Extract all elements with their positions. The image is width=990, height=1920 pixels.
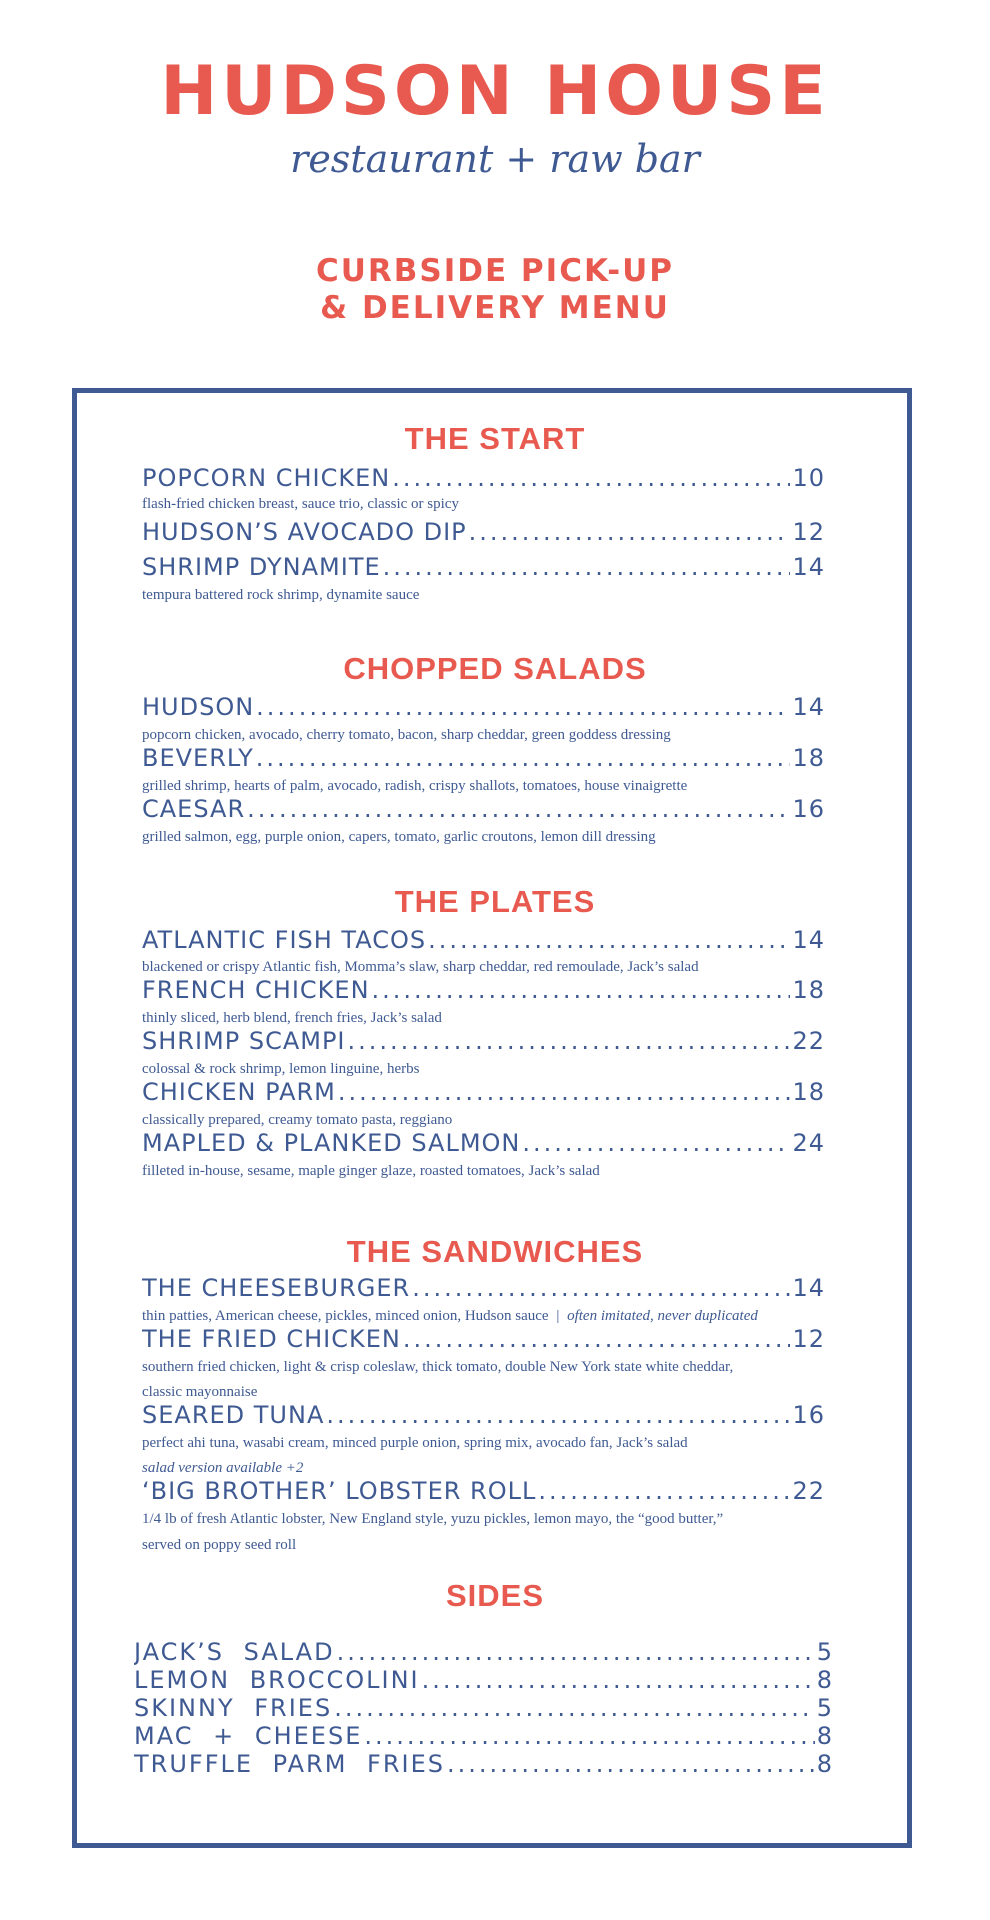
menu-item-fish-tacos — [142, 925, 825, 955]
item-note: often imitated, never duplicated — [567, 1308, 758, 1324]
item-description: grilled salmon, egg, purple onion, capers, tomato, garlic croutons, lemon dill dressing — [142, 829, 656, 845]
item-name: MAPLED & PLANKED SALMON — [142, 1129, 521, 1157]
menu-item-seared-tuna — [142, 1400, 825, 1430]
item-price: 10 — [792, 464, 825, 492]
dot-leader — [383, 552, 791, 582]
item-price: 16 — [792, 1401, 825, 1429]
dot-leader — [412, 1273, 790, 1303]
item-price: 8 — [816, 1750, 834, 1778]
item-name: TRUFFLE PARM FRIES — [134, 1750, 445, 1778]
item-description: southern fried chicken, light & crisp coleslaw, thick tomato, double New York state white cheddar, — [142, 1359, 734, 1375]
item-description-text: thin patties, American cheese, pickles, minced onion, Hudson sauce — [142, 1308, 549, 1324]
menu-item-french-chicken — [142, 975, 825, 1005]
item-description: tempura battered rock shrimp, dynamite sauce — [142, 587, 420, 603]
item-description: flash-fried chicken breast, sauce trio, classic or spicy — [142, 496, 459, 512]
menu-item-planked-salmon — [142, 1128, 825, 1158]
menu-title-line-1: CURBSIDE PICK-UP — [315, 253, 675, 289]
item-description: filleted in-house, sesame, maple ginger glaze, roasted tomatoes, Jack’s salad — [142, 1163, 600, 1179]
menu-item-beverly-salad — [142, 743, 825, 773]
menu-item-cheeseburger — [142, 1273, 825, 1303]
item-description-continued: served on poppy seed roll — [142, 1537, 297, 1553]
item-name: SHRIMP SCAMPI — [142, 1027, 346, 1055]
side-item-truffle-parm-fries — [134, 1750, 834, 1778]
item-name: THE FRIED CHICKEN — [142, 1325, 401, 1353]
dot-leader — [364, 1722, 814, 1750]
menu-title-line-2: & DELIVERY MENU — [320, 290, 670, 326]
restaurant-name: HUDSON HOUSE — [160, 52, 830, 131]
dot-leader — [522, 1128, 790, 1158]
side-item-jacks-salad — [134, 1638, 834, 1666]
dot-leader — [334, 1694, 815, 1722]
item-name: BEVERLY — [142, 744, 254, 772]
item-price: 14 — [792, 693, 825, 721]
menu-item-chicken-parm — [142, 1077, 825, 1107]
item-note-text: salad version available +2 — [142, 1460, 304, 1476]
item-price: 18 — [792, 1078, 825, 1106]
item-name: HUDSON’S AVOCADO DIP — [142, 518, 467, 546]
menu-item-hudson-salad — [142, 692, 825, 722]
item-name: JACK’S SALAD — [134, 1638, 335, 1666]
item-description: grilled shrimp, hearts of palm, avocado, radish, crispy shallots, tomatoes, house vinaigrette — [142, 778, 688, 794]
side-item-skinny-fries — [134, 1694, 834, 1722]
item-description: colossal & rock shrimp, lemon linguine, herbs — [142, 1061, 420, 1077]
dot-leader — [469, 517, 791, 547]
section-heading-plates: THE PLATES — [394, 884, 596, 919]
menu-item-caesar-salad — [142, 794, 825, 824]
dot-leader — [348, 1026, 791, 1056]
side-item-mac-cheese — [134, 1722, 834, 1750]
item-name: MAC + CHEESE — [134, 1722, 363, 1750]
item-price: 5 — [816, 1694, 834, 1722]
dot-leader — [256, 692, 790, 722]
item-name: SHRIMP DYNAMITE — [142, 553, 381, 581]
menu-title — [0, 253, 990, 327]
menu-item-shrimp-dynamite — [142, 552, 825, 582]
item-description: thinly sliced, herb blend, french fries, Jack’s salad — [142, 1010, 442, 1026]
dot-leader — [326, 1400, 790, 1430]
menu-item-avocado-dip — [142, 517, 825, 547]
dot-leader — [422, 1666, 815, 1694]
item-price: 8 — [816, 1722, 834, 1750]
item-name: CHICKEN PARM — [142, 1078, 336, 1106]
dot-leader — [337, 1638, 815, 1666]
item-name: SKINNY FRIES — [134, 1694, 333, 1722]
dot-leader — [392, 463, 790, 493]
restaurant-tagline: restaurant + raw bar — [290, 137, 700, 181]
item-name: FRENCH CHICKEN — [142, 976, 370, 1004]
item-name: HUDSON — [142, 693, 255, 721]
item-description: perfect ahi tuna, wasabi cream, minced purple onion, spring mix, avocado fan, Jack’s salad — [142, 1435, 688, 1451]
item-price: 12 — [792, 518, 825, 546]
section-heading-start: THE START — [404, 421, 586, 456]
description-separator: | — [556, 1308, 560, 1324]
item-name: THE CHEESEBURGER — [142, 1274, 411, 1302]
dot-leader — [338, 1077, 791, 1107]
item-description: blackened or crispy Atlantic fish, Momma’s slaw, sharp cheddar, red remoulade, Jack’s salad — [142, 959, 699, 975]
item-name: ‘BIG BROTHER’ LOBSTER ROLL — [142, 1477, 537, 1505]
item-price: 14 — [792, 1274, 825, 1302]
item-price: 8 — [816, 1666, 834, 1694]
dot-leader — [403, 1324, 791, 1354]
item-description-continued: classic mayonnaise — [142, 1384, 258, 1400]
item-price: 22 — [792, 1477, 825, 1505]
item-price: 14 — [792, 926, 825, 954]
side-item-lemon-broccolini — [134, 1666, 834, 1694]
section-heading-sandwiches: THE SANDWICHES — [346, 1234, 644, 1269]
item-price: 16 — [792, 795, 825, 823]
menu-item-lobster-roll — [142, 1476, 825, 1506]
item-price: 18 — [792, 976, 825, 1004]
item-description: 1/4 lb of fresh Atlantic lobster, New England style, yuzu pickles, lemon mayo, the “good butter,” — [142, 1511, 724, 1527]
dot-leader — [538, 1476, 790, 1506]
item-name: CAESAR — [142, 795, 246, 823]
section-heading-salads: CHOPPED SALADS — [343, 651, 647, 686]
dot-leader — [428, 925, 790, 955]
menu-item-shrimp-scampi — [142, 1026, 825, 1056]
menu-item-fried-chicken — [142, 1324, 825, 1354]
item-description: classically prepared, creamy tomato pasta, reggiano — [142, 1112, 453, 1128]
dot-leader — [372, 975, 791, 1005]
menu-item-popcorn-chicken — [142, 463, 825, 493]
item-price: 14 — [792, 553, 825, 581]
item-description: popcorn chicken, avocado, cherry tomato, bacon, sharp cheddar, green goddess dressing — [142, 727, 671, 743]
item-name: ATLANTIC FISH TACOS — [142, 926, 427, 954]
item-name: SEARED TUNA — [142, 1401, 325, 1429]
item-name: POPCORN CHICKEN — [142, 464, 391, 492]
dot-leader — [247, 794, 790, 824]
section-heading-sides: SIDES — [445, 1578, 545, 1613]
item-price: 22 — [792, 1027, 825, 1055]
item-name: LEMON BROCCOLINI — [134, 1666, 420, 1694]
item-price: 12 — [792, 1325, 825, 1353]
item-price: 5 — [816, 1638, 834, 1666]
item-price: 18 — [792, 744, 825, 772]
dot-leader — [256, 743, 791, 773]
item-price: 24 — [792, 1129, 825, 1157]
dot-leader — [447, 1750, 815, 1778]
